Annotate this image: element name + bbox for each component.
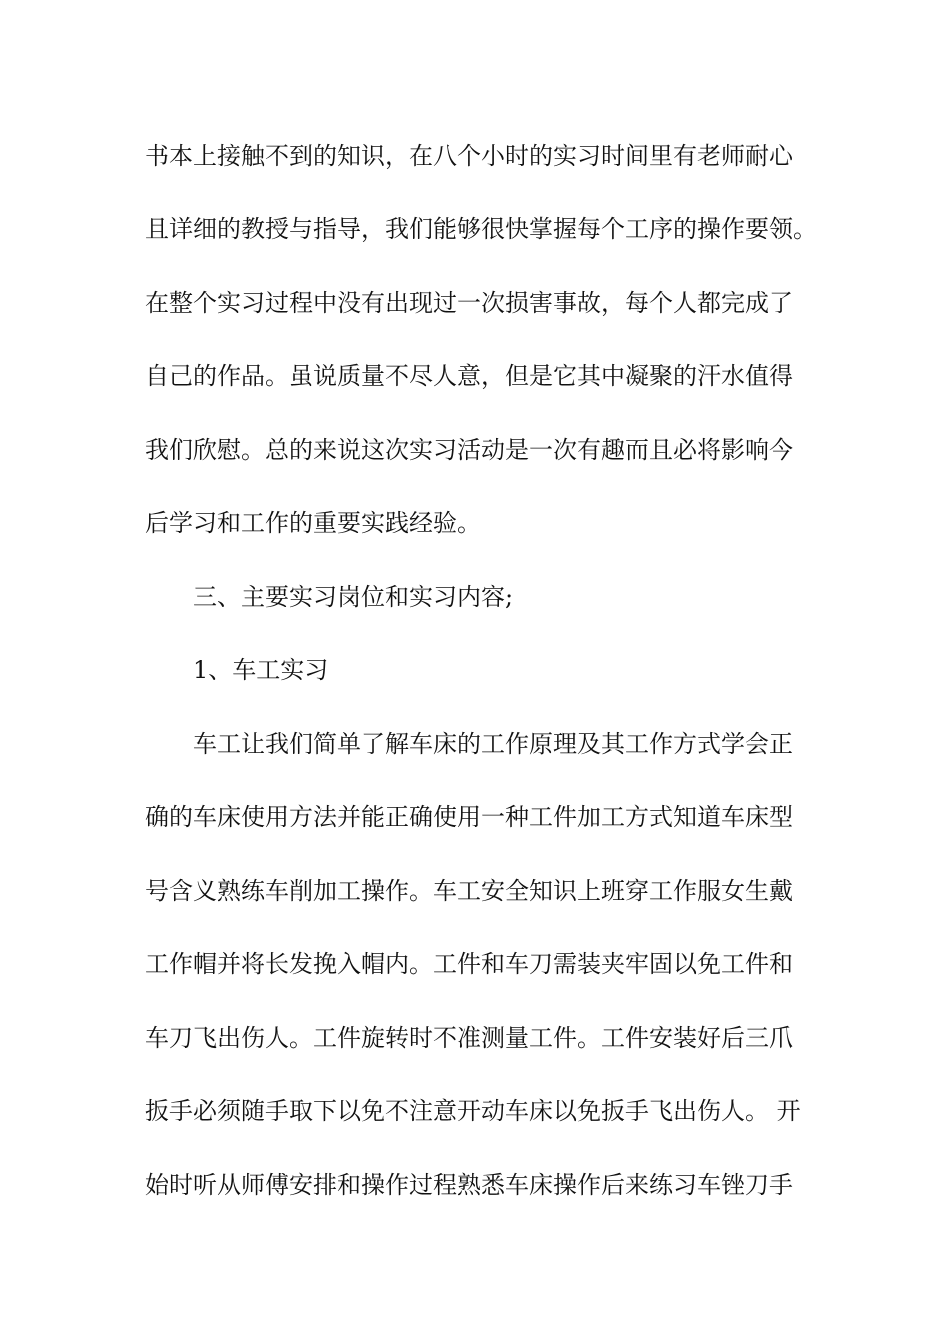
text-line-15: 始时听从师傅安排和操作过程熟悉车床操作后来练习车锉刀手 — [145, 1171, 793, 1199]
text-line-5: 我们欣慰。总的来说这次实习活动是一次有趣而且必将影响今 — [145, 436, 793, 464]
section-heading: 三、主要实习岗位和实习内容; — [193, 583, 514, 611]
text-line-2: 且详细的教授与指导，我们能够很快掌握每个工序的操作要领。 — [145, 215, 817, 243]
text-line-1: 书本上接触不到的知识，在八个小时的实习时间里有老师耐心 — [145, 142, 793, 170]
text-line-14: 扳手必须随手取下以免不注意开动车床以免扳手飞出伤人。 开 — [145, 1097, 801, 1125]
text-line-3: 在整个实习过程中没有出现过一次损害事故，每个人都完成了 — [145, 289, 793, 317]
text-line-13: 车刀飞出伤人。工件旋转时不准测量工件。工件安装好后三爪 — [145, 1024, 793, 1052]
text-line-9: 车工让我们简单了解车床的工作原理及其工作方式学会正 — [193, 730, 793, 758]
text-line-12: 工作帽并将长发挽入帽内。工件和车刀需装夹牢固以免工件和 — [145, 950, 793, 978]
text-line-4: 自己的作品。虽说质量不尽人意，但是它其中凝聚的汗水值得 — [145, 362, 793, 390]
text-line-10: 确的车床使用方法并能正确使用一种工件加工方式知道车床型 — [145, 803, 793, 831]
text-line-6: 后学习和工作的重要实践经验。 — [145, 509, 481, 537]
text-line-11: 号含义熟练车削加工操作。车工安全知识上班穿工作服女生戴 — [145, 877, 793, 905]
subsection-heading: 1、车工实习 — [193, 656, 329, 684]
